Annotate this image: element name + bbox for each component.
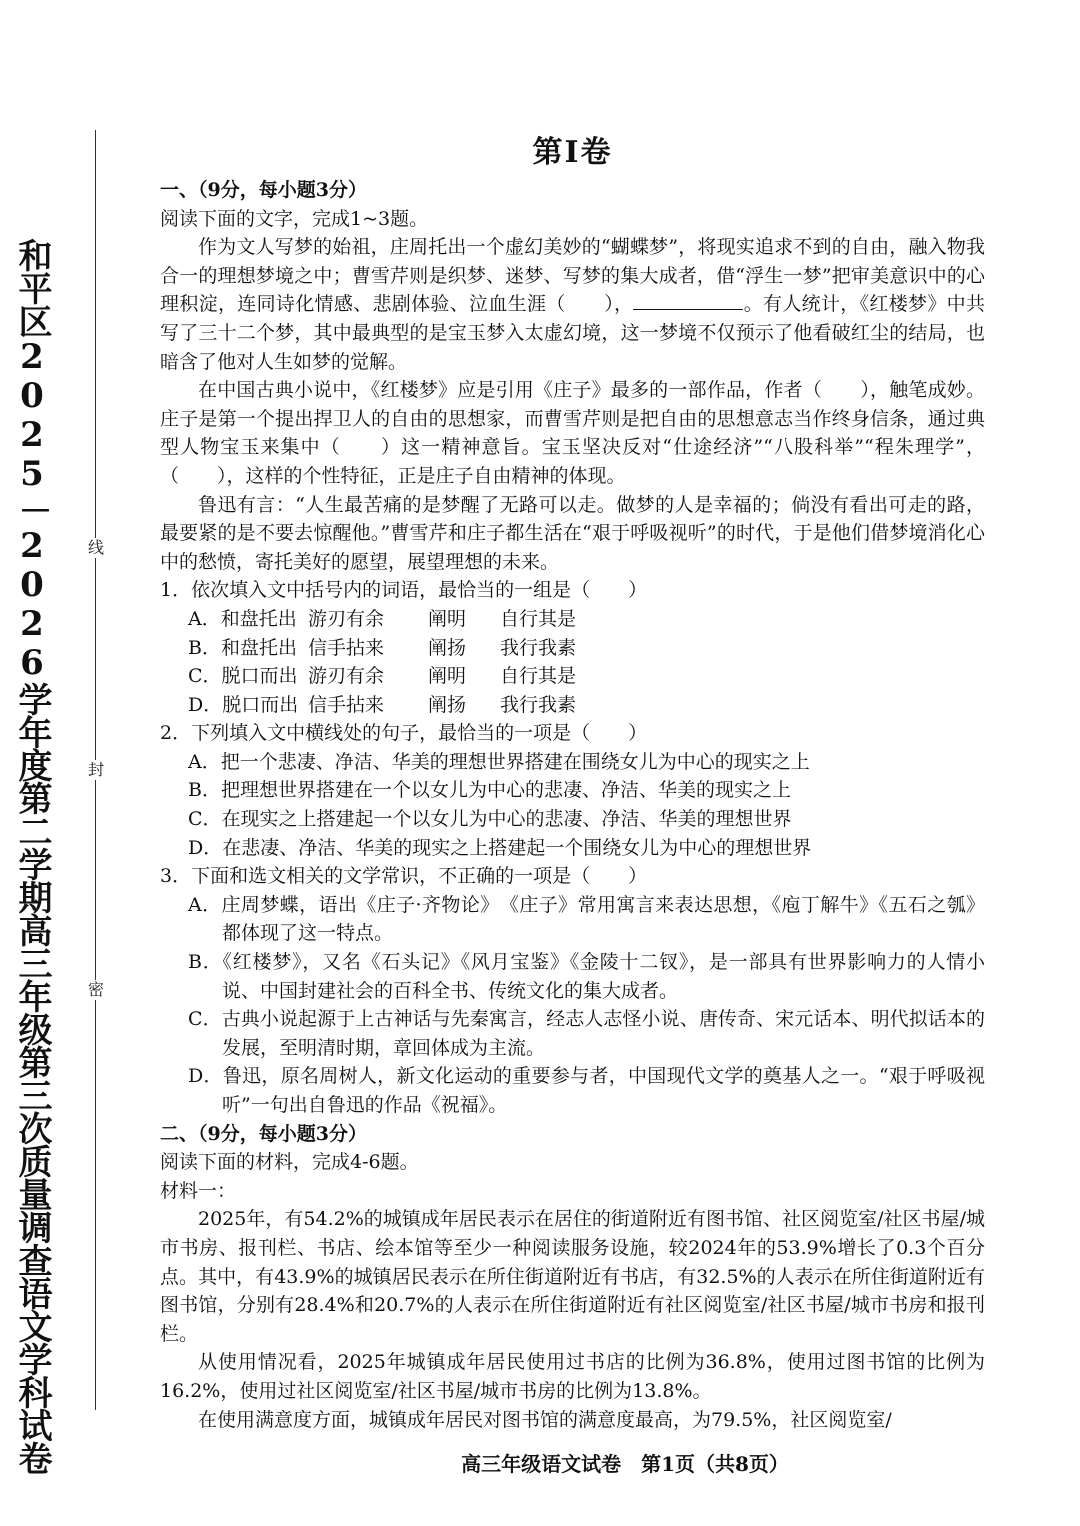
- option-cell: 我行我素: [500, 636, 577, 659]
- option-cell: 阐明: [428, 607, 467, 630]
- binding-mark-seal: 封: [87, 760, 104, 779]
- question-3-option-c: C．古典小说起源于上古神话与先秦寓言，经志人志怪小说、唐传奇、宋元话本、明代拟话本的发展，至明清时期，章回体成为主流。: [188, 1008, 985, 1059]
- question-3-stem: 3．下面和选文相关的文学常识，不正确的一项是（ ）: [160, 865, 648, 888]
- option-cell: 游刃有余: [308, 607, 385, 630]
- option-cell: 信手拈来: [308, 693, 385, 716]
- section2-instruction: 阅读下面的材料，完成4-6题。: [160, 1151, 419, 1174]
- option-cell: B．和盘托出: [188, 636, 297, 659]
- volume-title: 第Ⅰ卷: [532, 135, 613, 170]
- question-1-option-a: [160, 605, 985, 634]
- passage-p1-part-a: 作为文人写梦的始祖，庄周托出一个虚幻美妙的“蝴蝶梦”，将现实追求不到的自由，融入物我合一的理想梦境之中；曹雪芹则是织梦、迷梦、写梦的集大成者，借“浮生一梦”把审美意识中的心理积淀，连同诗化情感、悲剧体验、泣血生涯（ ），: [160, 236, 985, 316]
- question-1-option-c: [160, 662, 985, 691]
- question-2-option-b: B．把理想世界搭建在一个以女儿为中心的悲凄、净洁、华美的现实之上: [188, 779, 791, 802]
- question-2-option-c: C．在现实之上搭建起一个以女儿为中心的悲凄、净洁、华美的理想世界: [188, 808, 792, 831]
- section2-heading: 二、（9分，每小题3分）: [160, 1122, 367, 1145]
- option-cell: D．脱口而出: [188, 693, 299, 716]
- question-2-stem: 2．下列填入文中横线处的句子，最恰当的一项是（ ）: [160, 722, 648, 745]
- question-2-option-d: D．在悲凄、净洁、华美的现实之上搭建起一个围绕女儿为中心的理想世界: [188, 836, 812, 859]
- option-cell: A．和盘托出: [188, 607, 297, 630]
- option-cell: 自行其是: [500, 665, 577, 688]
- passage-paragraph-2: 在中国古典小说中，《红楼梦》应是引用《庄子》最多的一部作品，作者（ ），触笔成妙。庄子是第一个提出捍卫人的自由的思想家，而曹雪芹则是把自由的思想意志当作终身信条，通过典型人物宝玉来集中（ ）这一精神意旨。宝玉坚决反对“仕途经济”“八股科举”“程朱理学”，（ ），这样的个性特征，正是庄子自由精神的体现。: [160, 379, 985, 487]
- exam-content: [160, 130, 985, 1434]
- passage-p1-part-b: 。有人统计，《红楼梦》中共写了三十二个梦，其中最典型的是宝玉梦入太虚幻境，这一梦境不仅预示了他看破红尘的结局，也暗含了他对人生如梦的觉解。: [160, 293, 985, 373]
- option-cell: C．脱口而出: [188, 665, 298, 688]
- question-1-stem: 1．依次填入文中括号内的词语，最恰当的一组是（ ）: [160, 579, 648, 602]
- option-cell: 自行其是: [500, 607, 577, 630]
- section1-instruction: 阅读下面的文字，完成1~3题。: [160, 207, 429, 230]
- page-footer: 高三年级语文试卷 第1页（共8页）: [461, 1452, 789, 1476]
- material-label: 材料一：: [160, 1179, 237, 1202]
- material-paragraph-2: 从使用情况看，2025年城镇成年居民使用过书店的比例为36.8%，使用过图书馆的比例为16.2%，使用过社区阅览室/社区书屋/城市书房的比例为13.8%。: [160, 1351, 985, 1402]
- question-3-option-d: D．鲁迅，原名周树人，新文化运动的重要参与者，中国现代文学的奠基人之一。“艰于呼吸视听”一句出自鲁迅的作品《祝福》。: [188, 1065, 985, 1116]
- question-3-option-b: B．《红楼梦》，又名《石头记》《风月宝鉴》《金陵十二钗》，是一部具有世界影响力的人情小说、中国封建社会的百科全书、传统文化的集大成者。: [188, 951, 985, 1002]
- passage-paragraph-1: [160, 233, 985, 376]
- option-cell: 阐明: [428, 665, 467, 688]
- option-cell: 阐扬: [428, 693, 467, 716]
- binding-mark-secret: 密: [87, 980, 104, 999]
- passage-paragraph-3: 鲁迅有言：“人生最苦痛的是梦醒了无路可以走。做梦的人是幸福的；倘没有看出可走的路，最要紧的是不要去惊醒他。”曹雪芹和庄子都生活在“艰于呼吸视听”的时代，于是他们借梦境消化心中的愁愤，寄托美好的愿望，展望理想的未来。: [160, 493, 985, 573]
- material-paragraph-3: 在使用满意度方面，城镇成年居民对图书馆的满意度最高，为79.5%，社区阅览室/: [198, 1408, 892, 1431]
- fill-blank-line: [633, 291, 743, 310]
- option-cell: 阐扬: [428, 636, 467, 659]
- question-1-option-d: [160, 691, 985, 720]
- option-cell: 游刃有余: [308, 665, 385, 688]
- option-cell: 我行我素: [500, 693, 577, 716]
- option-cell: 信手拈来: [308, 636, 385, 659]
- question-3-option-a: A．庄周梦蝶，语出《庄子·齐物论》 《庄子》常用寓言来表达思想，《庖丁解牛》《五石之瓠》都体现了这一特点。: [188, 893, 985, 945]
- section1-heading: 一、（9分，每小题3分）: [160, 179, 367, 201]
- question-2-option-a: A．把一个悲凄、净洁、华美的理想世界搭建在围绕女儿为中心的现实之上: [188, 750, 810, 773]
- exam-side-title: 和平区2025－2026学年度第二学期高三年级第三次质量调查语文学科试卷: [12, 238, 52, 1474]
- material-paragraph-1: 2025年，有54.2%的城镇成年居民表示在居住的街道附近有图书馆、社区阅览室/社区书屋/城市书房、报刊栏、书店、绘本馆等至少一种阅读服务设施，较2024年的53.9%增长了0.3个百分点。其中，有43.9%的城镇居民表示在所住街道附近有书店，有32.5%的人表示在所住街道附近有图书馆，分别有28.4%和20.7%的人表示在所住街道附近有社区阅览室/社区书屋/城市书房和报刊栏。: [160, 1208, 985, 1345]
- binding-mark-line: 线: [87, 538, 104, 557]
- question-1-option-b: [160, 634, 985, 663]
